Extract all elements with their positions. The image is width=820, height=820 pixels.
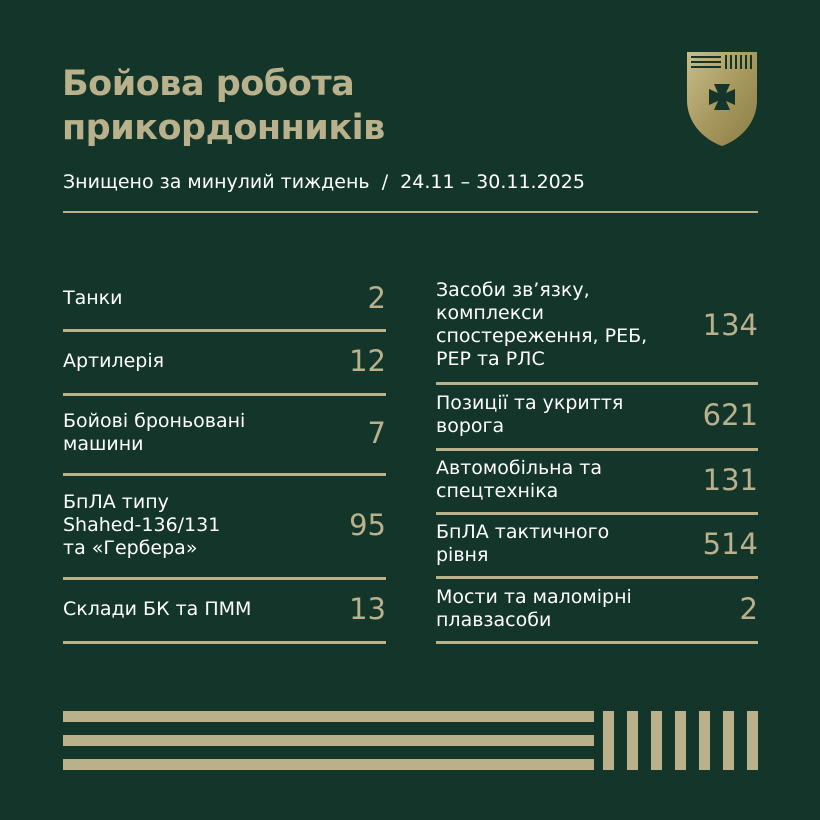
stat-label: Танки	[63, 286, 123, 309]
title-line-2: прикордонників	[62, 108, 385, 148]
stripe-vertical	[651, 711, 662, 770]
stat-row-ammo-depots	[63, 580, 386, 644]
stat-value: 2	[739, 591, 758, 626]
stat-value: 2	[367, 281, 386, 315]
stat-label: Позиції та укриття ворога	[436, 392, 624, 437]
stripe-vertical	[699, 711, 710, 770]
stripe-horizontal	[63, 759, 594, 770]
stat-value: 514	[702, 527, 758, 561]
stat-row-armored-vehicles	[63, 396, 386, 476]
stat-label: Артилерія	[63, 349, 165, 372]
stat-label: Засоби зв’язку, комплекси спостереження, РЕБ, РЕР та РЛС	[436, 278, 648, 370]
page-title	[62, 62, 385, 150]
stat-row-tanks	[63, 270, 386, 332]
stat-value: 13	[349, 592, 386, 626]
stat-value: 131	[702, 463, 758, 497]
stripe-vertical	[723, 711, 734, 770]
stat-row-shahed-drones	[63, 476, 386, 580]
title-line-1: Бойова робота	[62, 64, 355, 104]
stat-label: Автомобільна та спецтехніка	[436, 457, 602, 502]
stat-value: 7	[367, 416, 386, 450]
stripe-vertical	[603, 711, 614, 770]
stat-row-vehicles	[436, 451, 758, 515]
stat-value: 12	[349, 344, 386, 378]
stripe-horizontal	[63, 735, 594, 746]
stat-row-positions	[436, 385, 758, 451]
stripe-vertical	[675, 711, 686, 770]
right-stats-column	[436, 270, 758, 644]
stat-value: 95	[349, 508, 386, 542]
stat-label: БпЛА типу Shahed-136/131 та «Гербера»	[63, 490, 221, 559]
left-stats-column	[63, 270, 386, 644]
stripe-vertical	[747, 711, 758, 770]
subtitle-period: Знищено за минулий тиждень / 24.11 – 30.11.2025	[63, 171, 585, 193]
border-guard-shield-cross-icon	[687, 52, 757, 146]
header-divider	[63, 211, 758, 213]
stat-row-artillery	[63, 332, 386, 396]
stripe-vertical	[627, 711, 638, 770]
stat-label: Бойові броньовані машини	[63, 410, 246, 455]
stat-label: Мости та маломірні плавзасоби	[436, 585, 632, 631]
stat-label: БпЛА тактичного рівня	[436, 521, 610, 566]
stat-row-tactical-drones	[436, 515, 758, 579]
stat-value: 621	[702, 398, 758, 432]
stat-label: Склади БК та ПММ	[63, 597, 252, 620]
stat-row-communications	[436, 270, 758, 385]
stat-value: 134	[702, 307, 758, 342]
stripe-horizontal	[63, 711, 594, 722]
stat-row-bridges-boats	[436, 579, 758, 644]
